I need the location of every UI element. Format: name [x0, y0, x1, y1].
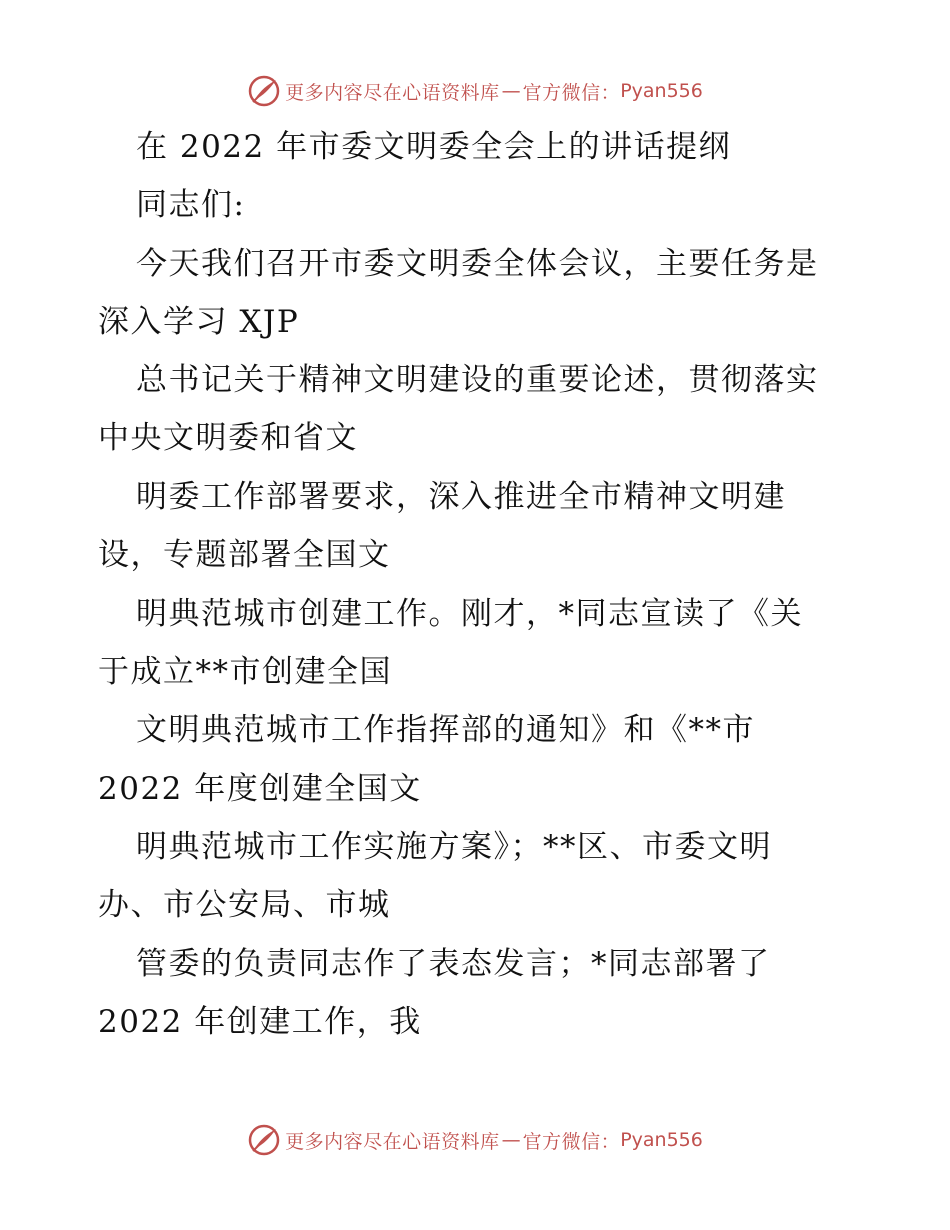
paragraph-line: 明典范城市工作实施方案》；**区、市委文明	[136, 829, 772, 865]
watermark-text: 更多内容尽在心语资料库	[285, 1130, 500, 1153]
document-title: 在 2022 年市委文明委全会上的讲话提纲	[136, 129, 732, 165]
paragraph-line: 办、市公安局、市城	[98, 887, 391, 923]
watermark-separator: —	[501, 80, 521, 102]
paragraph-line: 深入学习 XJP	[98, 304, 300, 340]
watermark-text: 更多内容尽在心语资料库	[285, 81, 500, 104]
watermark-banner-top	[0, 71, 950, 111]
watermark-wechat-id: Pyan556	[620, 80, 703, 102]
feather-circle-logo-icon	[247, 74, 281, 108]
paragraph-line: 2022 年创建工作，我	[98, 1004, 422, 1040]
paragraph-line: 设，专题部署全国文	[98, 537, 391, 573]
paragraph-line: 管委的负责同志作了表态发言；*同志部署了	[136, 946, 771, 982]
watermark-wechat-label: 官方微信：	[522, 81, 621, 104]
feather-circle-logo-icon	[247, 1123, 281, 1157]
paragraph-line: 2022 年度创建全国文	[98, 771, 422, 807]
paragraph-line: 明委工作部署要求，深入推进全市精神文明建	[136, 479, 786, 515]
watermark-separator: —	[501, 1129, 521, 1151]
paragraph-line: 总书记关于精神文明建设的重要论述，贯彻落实	[136, 362, 819, 398]
paragraph-line: 于成立**市创建全国	[98, 654, 392, 690]
paragraph-line: 同志们:	[136, 187, 246, 223]
paragraph-line: 中央文明委和省文	[98, 420, 358, 456]
paragraph-line: 今天我们召开市委文明委全体会议，主要任务是	[136, 246, 819, 282]
watermark-wechat-id: Pyan556	[620, 1129, 703, 1151]
paragraph-line: 文明典范城市工作指挥部的通知》和《**市	[136, 712, 755, 748]
paragraph-line: 明典范城市创建工作。刚才，*同志宣读了《关	[136, 596, 803, 632]
watermark-banner-bottom	[0, 1120, 950, 1160]
watermark-wechat-label: 官方微信：	[522, 1130, 621, 1153]
